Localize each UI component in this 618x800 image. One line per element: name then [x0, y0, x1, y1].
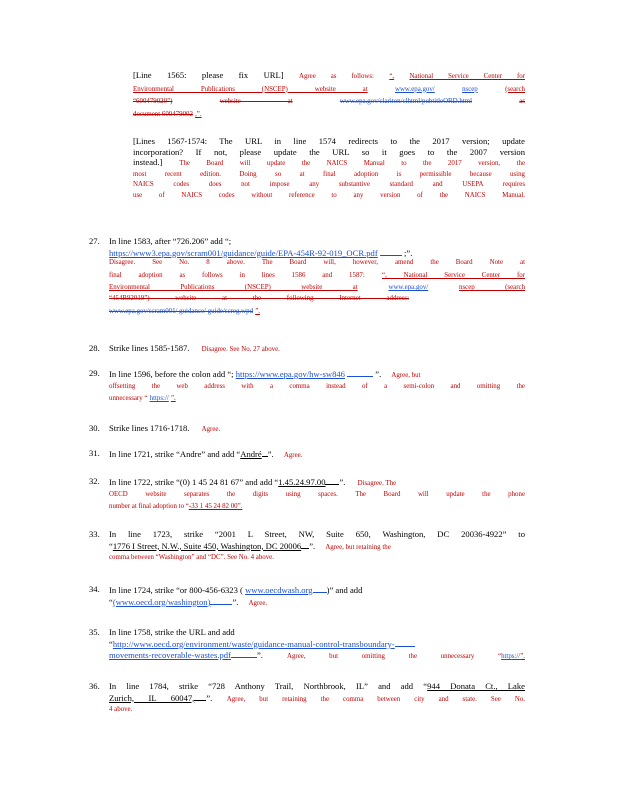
item-number: 27.	[89, 236, 100, 246]
comment-35: In line 1758, strike the URL and add “http://www.oecd.org/environment/waste/guidance-manual-control-transboundary- movements-recoverable-wastes.pdf ”. Agree, but omitting the unnecessary “https://”.	[109, 627, 525, 661]
item-number: 30.	[89, 423, 100, 433]
comment-1567: [Lines 1567-1574: The URL in line 1574 redirects to the 2017 version; update incorporation? If not, please update the URL so it goes to the 2007 version instead.] The Board will update the NAICS Manual to the 2017 version, the most recent edition. Doing so at final adoption is permissible because using NAICS codes does not impose any substantive standard and USEPA requires use of NAICS codes without reference to any version of the NAICS Manual.	[133, 136, 526, 199]
comment-31: In line 1721, strike “Andre” and add “André ”. Agree.	[109, 449, 303, 459]
comment-34: In line 1724, strike “or 800-456-6323 ( www.oecdwash.org )” and add “(www.oecd.org/washington) ”. Agree.	[109, 585, 363, 607]
link-hw-sw846[interactable]: https://www.epa.gov/hw-sw846	[235, 369, 345, 379]
comment-29: In line 1596, before the colon add “; https://www.epa.gov/hw-sw846 ”. Agree, but offsetting the web address with a comma instead of a semi-colon and omitting the unnecessary “ https:// ”.	[109, 369, 525, 403]
link-epa[interactable]: www.epa.gov/	[394, 85, 435, 93]
item-number: 33.	[89, 529, 100, 539]
link-struck[interactable]: www.epa.gov/clariton/clhtml/pubtitleORD.html	[339, 98, 472, 106]
item-number: 31.	[89, 448, 100, 458]
request-text: [Line 1565: please fix URL]	[133, 70, 284, 80]
item-number: 32.	[89, 476, 100, 486]
item-number: 36.	[89, 681, 100, 691]
comment-36: In line 1784, strike “728 Anthony Trail, Northbrook, IL” and add “944 Donata Ct., Lake Zurich, IL 60047, ”. Agree, but retaining the comma between city and state. See No. 4 above.	[109, 681, 525, 714]
link-oecd-guidance[interactable]: http://www.oecd.org/environment/waste/guidance-manual-control-transboundary-	[112, 638, 395, 649]
item-number: 28.	[89, 343, 100, 353]
item-number: 29.	[89, 368, 100, 378]
comment-32: In line 1722, strike “(0) 1 45 24 81 67” and add “1.45.24.97.00 ”. Disagree. The OECD website separates the digits using spaces. The Board will update the phone number at final adoption to “-33 1 45 24 82 00”.	[109, 477, 525, 511]
item-number: 34.	[89, 584, 100, 594]
link-epa-pdf[interactable]: https://www3.epa.gov/scram001/guidance/guide/EPA-454R-92-019_OCR.pdf	[109, 247, 378, 258]
link-oecdwash[interactable]: www.oecdwash.org	[245, 585, 313, 595]
comment-30: Strike lines 1716-1718. Agree.	[109, 423, 221, 433]
comment-28: Strike lines 1585-1587. Disagree. See No. 27 above.	[109, 343, 280, 353]
comment-27: In line 1583, after “726.206” add “; https://www3.epa.gov/scram001/guidance/guide/EPA-454R-92-019_OCR.pdf ;”. Disagree. See No. 8 above. The Board will, however, amend the Board Note at final adoption as follows in lines 1586 and 1587: “, National Service Center for Environmental Publications (NSCEP) website at www.epa.gov/ nscep (search “454R92019”) website at the following Internet address: www.epa.gov/scram001/ guidance/ guide/screg.wpd ”.	[109, 236, 526, 315]
comment-1565: [Line 1565: please fix URL] Agree as follows: “, National Service Center for Environmental Publications (NSCEP) website at www.epa.gov/ nscep (search “600479020”) website at www.epa.gov/clariton/clhtml/pubtitleORD.html as document 600479002 ,”.	[133, 70, 526, 118]
item-number: 35.	[89, 627, 100, 637]
comment-33: In line 1723, strike “2001 L Street, NW, Suite 650, Washington, DC 20036-4922” to “1776 I Street, N.W., Suite 450, Washington, DC 20006 ”. Agree, but retaining the comma between “Washington” and “DC”. See No. 4 above.	[109, 529, 525, 562]
link-oecd-washington[interactable]: (www.oecd.org/washington)	[112, 596, 211, 607]
